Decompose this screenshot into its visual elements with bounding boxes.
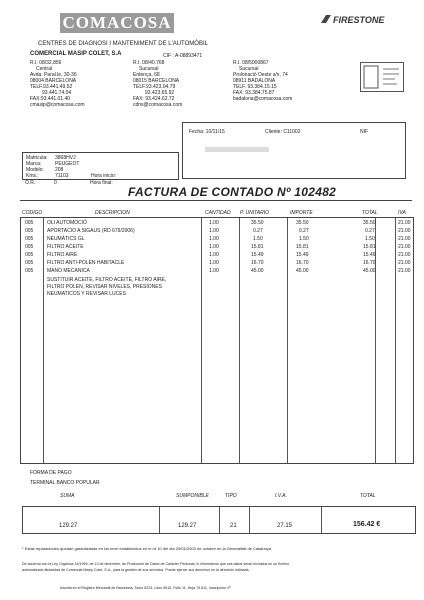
comacosa-logo: COMACOSA (60, 13, 174, 33)
client-box (182, 122, 406, 179)
nif-label: NIF (360, 129, 369, 135)
work-note: NEUMATICOS Y REVISAR LUCES (47, 291, 126, 297)
row-total: 35.50 (363, 220, 376, 226)
company-name: COMERCIAL MASIP COLET, S.A (30, 51, 122, 57)
row-qty: 1.00 (209, 268, 219, 274)
work-note: SUSTITUIR ACEITE, FILTRO ACEITE, FILTRO AIRE, (47, 277, 167, 283)
make-label: Marca: (26, 161, 42, 167)
redacted-client-name (205, 147, 269, 152)
branch-label: Central (36, 66, 53, 72)
table-row (21, 252, 413, 260)
payment-value: TERMINAL BANCO POPULAR (30, 480, 100, 486)
col-total: TOTAL (362, 210, 378, 216)
branch-label: Sucursal (139, 66, 159, 72)
lines-table (20, 217, 414, 464)
total-value: 156.42 € (353, 521, 381, 528)
branch-address: Prolonació Oeste s/n, 74 (233, 72, 288, 78)
row-importe: 1.50 (299, 236, 309, 242)
iva-value: 27.15 (277, 523, 293, 529)
table-row (21, 268, 413, 276)
title-rule (20, 200, 412, 201)
iva-label: I.V.A. (275, 493, 287, 499)
branch-phone2: 93.441.74.04 (42, 90, 72, 96)
row-unit: 15.49 (251, 252, 264, 258)
row-iva: 21.00 (398, 260, 411, 266)
row-desc: FILTRO AIRE (47, 252, 78, 258)
quality-stamp (360, 62, 404, 92)
row-importe: 45.00 (296, 268, 309, 274)
make-value: PEUGEOT (55, 161, 80, 167)
firestone-logo: FIRESTONE (333, 15, 385, 25)
totals-divider (159, 507, 160, 533)
row-desc: APORTACIO A SIGAUS (RD 679/2006) (47, 228, 135, 234)
plate-label: Matricula: (26, 155, 48, 161)
row-unit: 16.70 (251, 260, 264, 266)
payment-label: FORMA DE PAGO (30, 470, 72, 476)
cif: CIF : A-08893471 (163, 53, 203, 59)
row-iva: 21.00 (398, 220, 411, 226)
model-label: Modelo: (26, 167, 44, 173)
row-code: 005 (25, 220, 34, 226)
row-qty: 1.00 (209, 220, 219, 226)
guarantee-note: * Estas reparaciones quedan garantizadas en los term establecidos en el rd 10 del día 29/01/2003 de octubre en la Generalitat de Catalunya (22, 546, 272, 551)
row-unit: 35.50 (251, 220, 264, 226)
invoice-date: Fecha: 10/11/15 (189, 129, 225, 135)
row-unit: 1.50 (253, 236, 263, 242)
row-qty: 1.00 (209, 260, 219, 266)
col-descripcion: DESCRIPCION (95, 210, 130, 216)
suma-value: 129.27 (59, 523, 78, 529)
branch-ri: R.I. 08/40.768 (133, 60, 165, 66)
branch-city: 08004 BARCELONA (30, 78, 77, 84)
tipo-value: 21 (230, 523, 237, 529)
row-total: 16.70 (363, 260, 376, 266)
branch-city: 08015 BARCELONA (133, 78, 180, 84)
row-iva: 21.00 (398, 244, 411, 250)
col-codigo: CODIGO (22, 210, 43, 216)
branch-fax: FAX: 93.424.62.72 (133, 96, 175, 102)
company-line: CENTRES DE DIAGNOSI I MANTENIMENT DE L'AUTOMÒBIL (38, 41, 208, 47)
row-code: 005 (25, 260, 34, 266)
row-code: 005 (25, 268, 34, 274)
table-row (21, 228, 413, 236)
branch-email: cmasip@comacosa.com (30, 102, 85, 108)
branch-city: 08911 BADALONA (233, 78, 276, 84)
legal-text-1: De acuerdo con la Ley Orgánica 15/1999, de 13 de diciembre, de Protección de Datos de Carácter Personal, le informamos que sus datos serán incluidos en un fichero (22, 562, 290, 566)
branch-ri: R.I. 08/5000867 (233, 60, 269, 66)
totals-divider (321, 507, 322, 533)
or-value: 0 (54, 180, 57, 186)
row-unit: 0.27 (253, 228, 263, 234)
branch-central (30, 60, 110, 108)
row-code: 005 (25, 244, 34, 250)
branch-phone: TELF.93.423.04.79 (133, 84, 176, 90)
work-note: FILTRO POLEN, REVISAR NIVELES, PRESIONES (47, 284, 162, 290)
row-importe: 0.27 (299, 228, 309, 234)
branch-email: badalona@comacosa.com (233, 96, 293, 102)
row-iva: 21.00 (398, 252, 411, 258)
legal-text-3: Inscrita en el Registro Mercantil de Barcelona, Tomo 6223, Libro 5510, Folio 11, Hoja 75.811, Inscripción 1ª (60, 586, 231, 590)
row-unit: 45.00 (251, 268, 264, 274)
row-importe: 15.81 (296, 244, 309, 250)
row-total: 0.27 (365, 228, 375, 234)
row-total: 1.50 (365, 236, 375, 242)
totals-divider (249, 507, 250, 533)
branch-ri: R.I. 08/32.856 (30, 60, 62, 66)
branch-email: cdns@comacosa.com (133, 102, 183, 108)
start-time-label: Hora inicio: (91, 173, 117, 179)
table-row (21, 244, 413, 252)
branch-address: Entença, 68 (133, 72, 160, 78)
certification-stamp-icon (361, 63, 403, 91)
total-label: TOTAL (360, 493, 376, 499)
col-unitario: P. UNITARIO (240, 210, 269, 216)
row-importe: 16.70 (296, 260, 309, 266)
branch-fax: FAX: 93.384.75.87 (233, 90, 275, 96)
plate-value: 3868HVJ (55, 155, 76, 161)
col-iva: IVA (398, 210, 406, 216)
totals-divider (219, 507, 220, 533)
branch-badalona (233, 60, 313, 102)
suma-label: SUMA (60, 493, 75, 499)
col-importe: IMPORTE (290, 210, 313, 216)
or-label: O.R.: (25, 180, 37, 186)
row-importe: 35.50 (296, 220, 309, 226)
end-time-label: Hora final: (90, 180, 113, 186)
vehicle-box (22, 152, 179, 180)
row-qty: 1.00 (209, 244, 219, 250)
base-label: SUMPONIBLE (176, 493, 209, 499)
row-total: 15.49 (363, 252, 376, 258)
branch-phone: TELF.93.441.49.52 (30, 84, 73, 90)
row-desc: FILTRO ACEITE (47, 244, 84, 250)
table-row (21, 260, 413, 268)
row-total: 15.81 (363, 244, 376, 250)
row-total: 45.00 (363, 268, 376, 274)
legal-text-2: automatizado titularidad de Comercial Masip Colet, S.A., para la gestión de sus servicios. Puede ejercer sus derechos en la dirección indicada. (22, 568, 250, 572)
row-iva: 21.00 (398, 268, 411, 274)
row-iva: 21.00 (398, 228, 411, 234)
row-desc: OLI AUTOMOCIÓ (47, 220, 87, 226)
table-row (21, 220, 413, 228)
row-unit: 15.81 (251, 244, 264, 250)
model-value: 208 (55, 167, 64, 173)
row-code: 005 (25, 236, 34, 242)
row-code: 005 (25, 228, 34, 234)
row-iva: 21.00 (398, 236, 411, 242)
row-qty: 1.00 (209, 236, 219, 242)
base-value: 129.27 (178, 523, 197, 529)
firestone-flag-icon (320, 14, 332, 24)
kms-value: 71103 (55, 173, 69, 179)
kms-label: Kms.: (26, 173, 39, 179)
branch-address: Avda. Paral.le, 30-36 (30, 72, 77, 78)
branch-label: Sucursal (239, 66, 259, 72)
row-desc: NEUMÀTICS GL (47, 236, 85, 242)
totals-box (22, 506, 416, 534)
invoice-title: FACTURA DE CONTADO Nº 102482 (128, 185, 337, 199)
row-code: 005 (25, 252, 34, 258)
tipo-label: TIPO (225, 493, 237, 499)
branch-entenca (133, 60, 213, 108)
client-code: Cliente: C11002 (265, 129, 301, 135)
branch-phone: TELF. 93.384.15.15 (233, 84, 277, 90)
table-row (21, 236, 413, 244)
row-desc: MANO MECANICA (47, 268, 90, 274)
branch-fax: FAX:93.441.01.40 (30, 96, 71, 102)
col-cantidad: CANTIDAD (205, 210, 231, 216)
branch-phone2: 93.423.65.92 (145, 90, 175, 96)
row-desc: FILTRO ANTI-POLEN HABITACLE (47, 260, 125, 266)
row-qty: 1.00 (209, 252, 219, 258)
row-qty: 1.00 (209, 228, 219, 234)
row-importe: 15.49 (296, 252, 309, 258)
